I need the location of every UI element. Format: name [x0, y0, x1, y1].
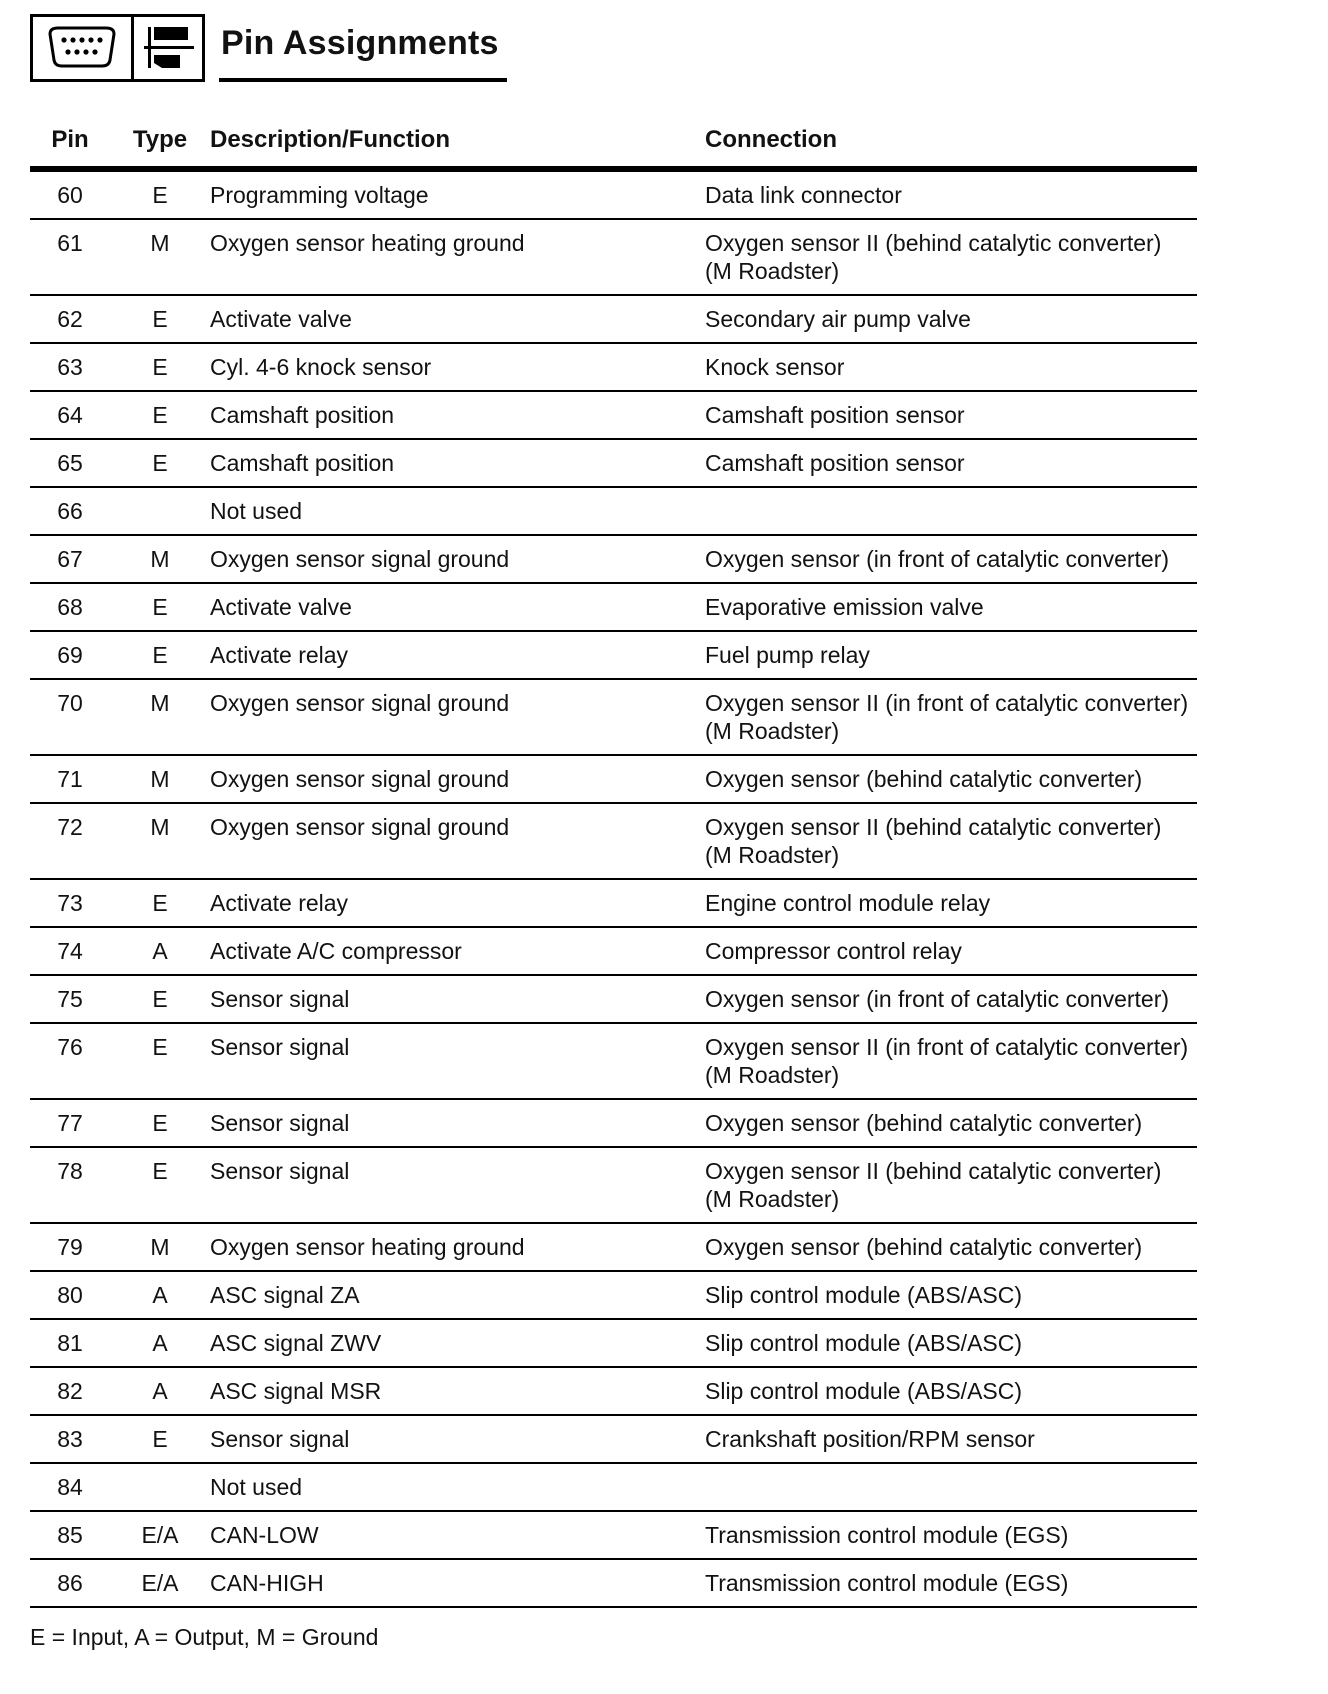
description-cell: Not used	[210, 1474, 303, 1500]
connection-cell: Evaporative emission valve	[705, 594, 984, 620]
pin-cell: 80	[57, 1282, 83, 1308]
type-cell: E	[152, 594, 168, 620]
pin-cell: 75	[57, 986, 83, 1012]
table-row	[30, 803, 1197, 879]
table-row	[30, 679, 1197, 755]
connection-cell: Secondary air pump valve	[705, 306, 971, 332]
type-cell: E	[152, 1426, 168, 1452]
table-row	[30, 1463, 1197, 1511]
connection-cell: Oxygen sensor (behind catalytic converter)	[705, 766, 1143, 792]
description-cell: Activate relay	[210, 642, 349, 668]
type-cell: E	[152, 402, 168, 428]
connection-cell: Transmission control module (EGS)	[705, 1570, 1069, 1596]
connection-cell: Oxygen sensor (in front of catalytic converter)	[705, 546, 1170, 572]
column-header-type: Type	[132, 126, 188, 153]
column-header-description: Description/Function	[210, 126, 450, 153]
type-cell: E/A	[141, 1570, 179, 1596]
type-cell: A	[152, 938, 168, 964]
type-cell: E	[152, 354, 168, 380]
table-row	[30, 1147, 1197, 1223]
pin-cell: 61	[57, 230, 83, 256]
connection-cell: Oxygen sensor (behind catalytic converter)	[705, 1110, 1143, 1136]
type-cell: E	[152, 642, 168, 668]
connection-cell: Oxygen sensor II (behind catalytic converter) (M Roadster)	[705, 230, 1162, 284]
table-row	[30, 1415, 1197, 1463]
pin-cell: 71	[57, 766, 83, 792]
table-row	[30, 391, 1197, 439]
description-cell: Sensor signal	[210, 1110, 350, 1136]
type-cell	[110, 487, 210, 535]
pin-cell: 67	[57, 546, 83, 572]
table-row	[30, 927, 1197, 975]
pin-cell: 83	[57, 1426, 83, 1452]
connection-cell: Slip control module (ABS/ASC)	[705, 1378, 1023, 1404]
pin-cell: 74	[57, 938, 83, 964]
table-row	[30, 535, 1197, 583]
description-cell: Activate relay	[210, 890, 349, 916]
table-row	[30, 1271, 1197, 1319]
connection-cell: Camshaft position sensor	[705, 402, 965, 428]
page-title: Pin Assignments	[221, 23, 499, 62]
connection-cell: Oxygen sensor (behind catalytic converter)	[705, 1234, 1143, 1260]
description-cell: ASC signal ZWV	[210, 1330, 382, 1356]
connection-cell: Compressor control relay	[705, 938, 962, 964]
table-row	[30, 755, 1197, 803]
table-row	[30, 487, 1197, 535]
table-row	[30, 583, 1197, 631]
table-row	[30, 1367, 1197, 1415]
connection-cell: Oxygen sensor II (in front of catalytic converter) (M Roadster)	[705, 690, 1189, 744]
table-row	[30, 1319, 1197, 1367]
connection-cell: Crankshaft position/RPM sensor	[705, 1426, 1035, 1452]
table-row	[30, 439, 1197, 487]
type-cell: E	[152, 1158, 168, 1184]
description-cell: Camshaft position	[210, 450, 395, 476]
pin-cell: 78	[57, 1158, 83, 1184]
table-row	[30, 295, 1197, 343]
type-legend: E = Input, A = Output, M = Ground	[30, 1624, 379, 1650]
connection-cell	[705, 1463, 1197, 1511]
description-cell: Oxygen sensor signal ground	[210, 690, 510, 716]
pin-cell: 86	[57, 1570, 83, 1596]
connection-cell: Transmission control module (EGS)	[705, 1522, 1069, 1548]
description-cell: Sensor signal	[210, 1426, 350, 1452]
type-cell: E	[152, 450, 168, 476]
pin-cell: 73	[57, 890, 83, 916]
dsub-connector-icon	[30, 14, 134, 82]
type-cell: E	[152, 1110, 168, 1136]
description-cell: Oxygen sensor heating ground	[210, 230, 525, 256]
description-cell: ASC signal ZA	[210, 1282, 360, 1308]
header-row	[30, 122, 1197, 169]
type-cell	[110, 1463, 210, 1511]
type-cell: A	[152, 1378, 168, 1404]
type-cell: A	[152, 1282, 168, 1308]
type-cell: M	[150, 1234, 170, 1260]
pin-cell: 85	[57, 1522, 83, 1548]
type-cell: E	[152, 986, 168, 1012]
description-cell: Sensor signal	[210, 1034, 350, 1060]
table-row	[30, 1559, 1197, 1607]
connection-cell: Oxygen sensor II (behind catalytic converter) (M Roadster)	[705, 1158, 1162, 1212]
type-cell: E	[152, 890, 168, 916]
plug-icon	[131, 14, 205, 82]
pin-cell: 81	[57, 1330, 83, 1356]
table-row	[30, 169, 1197, 219]
description-cell: Oxygen sensor signal ground	[210, 814, 510, 840]
pin-table-body	[30, 169, 1197, 1607]
column-header-pin: Pin	[51, 126, 89, 153]
table-row	[30, 631, 1197, 679]
description-cell: ASC signal MSR	[210, 1378, 382, 1404]
pin-cell: 68	[57, 594, 83, 620]
page-header	[30, 14, 1298, 82]
column-header-connection: Connection	[705, 126, 837, 153]
connection-cell: Camshaft position sensor	[705, 450, 965, 476]
connection-cell	[705, 487, 1197, 535]
type-cell: M	[150, 546, 170, 572]
pin-cell: 84	[57, 1474, 83, 1500]
connection-cell: Engine control module relay	[705, 890, 991, 916]
description-cell: Sensor signal	[210, 1158, 350, 1184]
pin-cell: 62	[57, 306, 83, 332]
connection-cell: Oxygen sensor II (behind catalytic converter) (M Roadster)	[705, 814, 1162, 868]
pin-cell: 66	[57, 498, 83, 524]
type-cell: E	[152, 182, 168, 208]
description-cell: Oxygen sensor signal ground	[210, 546, 510, 572]
type-cell: E	[152, 306, 168, 332]
pin-cell: 72	[57, 814, 83, 840]
type-cell: M	[150, 814, 170, 840]
table-row	[30, 1099, 1197, 1147]
pin-cell: 82	[57, 1378, 83, 1404]
pin-cell: 70	[57, 690, 83, 716]
type-cell: A	[152, 1330, 168, 1356]
pin-assignment-table	[30, 122, 1197, 1608]
pin-cell: 64	[57, 402, 83, 428]
title-underline	[219, 14, 507, 82]
description-cell: Oxygen sensor heating ground	[210, 1234, 525, 1260]
type-cell: M	[150, 230, 170, 256]
description-cell: Cyl. 4-6 knock sensor	[210, 354, 432, 380]
type-cell: E	[152, 1034, 168, 1060]
table-row	[30, 879, 1197, 927]
type-cell: M	[150, 690, 170, 716]
table-row	[30, 343, 1197, 391]
description-cell: CAN-HIGH	[210, 1570, 324, 1596]
pin-cell: 76	[57, 1034, 83, 1060]
table-row	[30, 1511, 1197, 1559]
table-row	[30, 1023, 1197, 1099]
description-cell: Camshaft position	[210, 402, 395, 428]
description-cell: Activate A/C compressor	[210, 938, 462, 964]
description-cell: CAN-LOW	[210, 1522, 319, 1548]
table-row	[30, 975, 1197, 1023]
connection-cell: Oxygen sensor II (in front of catalytic converter) (M Roadster)	[705, 1034, 1189, 1088]
description-cell: Not used	[210, 498, 303, 524]
type-cell: M	[150, 766, 170, 792]
description-cell: Sensor signal	[210, 986, 350, 1012]
table-header	[30, 122, 1197, 169]
description-cell: Oxygen sensor signal ground	[210, 766, 510, 792]
pin-cell: 77	[57, 1110, 83, 1136]
table-row	[30, 1223, 1197, 1271]
connection-cell: Knock sensor	[705, 354, 845, 380]
connection-cell: Data link connector	[705, 182, 902, 208]
connection-cell: Oxygen sensor (in front of catalytic converter)	[705, 986, 1170, 1012]
type-cell: E/A	[141, 1522, 179, 1548]
pin-cell: 60	[57, 182, 83, 208]
connection-cell: Fuel pump relay	[705, 642, 870, 668]
description-cell: Programming voltage	[210, 182, 429, 208]
table-row	[30, 219, 1197, 295]
pin-cell: 63	[57, 354, 83, 380]
description-cell: Activate valve	[210, 306, 352, 332]
description-cell: Activate valve	[210, 594, 352, 620]
pin-cell: 79	[57, 1234, 83, 1260]
connection-cell: Slip control module (ABS/ASC)	[705, 1282, 1023, 1308]
pin-cell: 69	[57, 642, 83, 668]
pin-cell: 65	[57, 450, 83, 476]
connection-cell: Slip control module (ABS/ASC)	[705, 1330, 1023, 1356]
